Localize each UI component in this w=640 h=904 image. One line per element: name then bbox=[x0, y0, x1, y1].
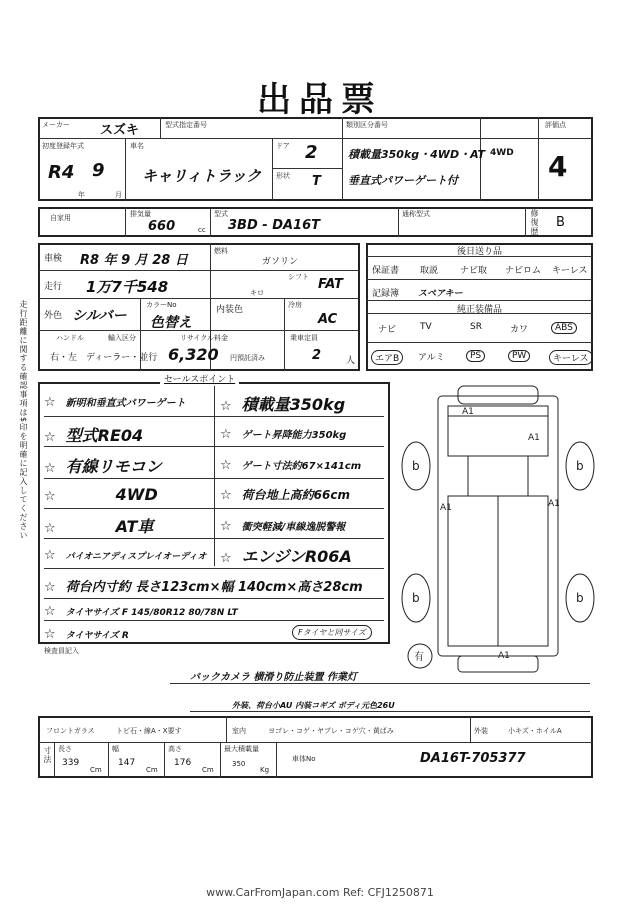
length-value: 339 bbox=[62, 758, 80, 768]
front-bumper bbox=[458, 386, 538, 404]
sales-point-right bbox=[220, 457, 361, 473]
sales-point-right bbox=[220, 426, 346, 442]
tire-rear bbox=[44, 627, 129, 642]
height-unit: Cm bbox=[202, 766, 214, 774]
star-icon: ☆ bbox=[220, 458, 232, 473]
year-value: 9 bbox=[92, 160, 105, 181]
sales-point-left bbox=[44, 514, 153, 537]
sales-point-right bbox=[220, 392, 345, 415]
width-unit: Cm bbox=[146, 766, 158, 774]
exterior-value: シルバー bbox=[72, 308, 127, 324]
sales-point-text: 荷台地上高約66cm bbox=[241, 488, 350, 502]
star-icon: ☆ bbox=[44, 395, 56, 410]
notes-line1: バックカメラ 横滑り防止装置 作業灯 bbox=[190, 672, 357, 683]
recycle-label: リサイクル料金 bbox=[180, 334, 229, 342]
trans-model-label: 通称型式 bbox=[402, 210, 430, 218]
import-value: ディーラー・並行 bbox=[86, 353, 158, 363]
sales-point-right bbox=[220, 544, 352, 567]
equip-tv: TV bbox=[420, 322, 432, 332]
capacity-value: 2 bbox=[312, 348, 322, 363]
star-icon: ☆ bbox=[44, 627, 56, 642]
height-value: 176 bbox=[174, 758, 192, 768]
tire-note: Fタイヤと同サイズ bbox=[292, 625, 372, 640]
cc-unit: cc bbox=[198, 226, 206, 234]
side-instruction: 走行距離に関する確認事項は$印を明確に記入してください bbox=[19, 300, 28, 541]
page-title: 出品票 bbox=[257, 80, 383, 120]
equipment-title: 純正装備品 bbox=[456, 305, 502, 315]
mark-text: b bbox=[576, 591, 584, 605]
inspection-label: 車検 bbox=[44, 254, 63, 264]
sales-point-text: エンジンR06A bbox=[241, 547, 352, 566]
km-unit: キロ bbox=[250, 289, 264, 297]
height-label: 高さ bbox=[168, 745, 182, 753]
windshield bbox=[468, 456, 528, 496]
capacity-label: 乗車定員 bbox=[290, 334, 318, 342]
grade-value: 4 bbox=[548, 150, 568, 183]
sales-point-left bbox=[44, 454, 162, 477]
model-value: 3BD - DA16T bbox=[228, 218, 321, 233]
era-value: R4 bbox=[48, 162, 75, 183]
max-load-unit: Kg bbox=[260, 766, 270, 774]
grade-label: 評価点 bbox=[545, 121, 566, 129]
color-no-value: 色替え bbox=[150, 315, 192, 331]
aftersend-item-record: 記録簿 bbox=[372, 289, 400, 299]
equip-sr: SR bbox=[470, 322, 482, 332]
handle-label: ハンドル bbox=[56, 334, 84, 342]
max-load-label: 最大積載量 bbox=[224, 745, 259, 753]
recycle-unit: 円預託済み bbox=[230, 354, 265, 362]
chassis-value: DA16T-705377 bbox=[420, 751, 526, 766]
interior-cond-value: ヨゴレ・コゲ・ヤブレ・コゲ穴・黄ばみ bbox=[268, 727, 394, 735]
vehicle-damage-diagram bbox=[398, 376, 598, 696]
sales-point-text: 型式RE04 bbox=[65, 426, 144, 445]
fuel-value: ガソリン bbox=[262, 257, 299, 267]
sales-point-text: 4WD bbox=[115, 485, 158, 504]
sales-point-right bbox=[220, 518, 345, 534]
sales-point-text: ゲート昇降能力350kg bbox=[241, 430, 347, 441]
aftersend-item-warranty: 保証書 bbox=[372, 266, 400, 276]
tire-front bbox=[44, 604, 238, 619]
model-label: 型式 bbox=[214, 210, 228, 218]
inspection-value: R8 年 9 月 28 日 bbox=[80, 253, 188, 268]
mark-text: A1 bbox=[548, 499, 560, 509]
exterior-label: 外色 bbox=[44, 311, 63, 321]
aftersend-item-navi: ナビ取 bbox=[460, 266, 488, 276]
fuel-label: 燃料 bbox=[214, 247, 228, 255]
repair-label: 修復歴 bbox=[530, 209, 539, 236]
year-unit: 年 bbox=[78, 191, 85, 199]
shift-value: FAT bbox=[318, 277, 343, 292]
spec-line1: 積載量350kg・4WD・AT bbox=[348, 148, 486, 161]
name-label: 車名 bbox=[130, 142, 144, 150]
interior-label: 内装色 bbox=[216, 305, 244, 315]
displacement-value: 660 bbox=[148, 219, 176, 234]
sales-point-text: タイヤサイズ R bbox=[65, 631, 129, 641]
first-reg-label: 初度登録年式 bbox=[42, 142, 84, 150]
maker-label: メーカー bbox=[42, 121, 70, 129]
footer-ref: www.CarFromJapan.com Ref: CFJ1250871 bbox=[206, 886, 434, 899]
sales-point-left bbox=[44, 548, 207, 563]
star-icon: ☆ bbox=[44, 461, 56, 476]
sales-point-text: 新明和垂直式パワーゲート bbox=[65, 398, 186, 409]
equip-alloy: アルミ bbox=[418, 353, 445, 363]
handle-value: 右・左 bbox=[50, 353, 78, 363]
aftersend-title: 後日送り品 bbox=[456, 247, 502, 257]
max-load-value: 350 bbox=[232, 760, 246, 768]
exterior-cond-value: 小キズ・ホイルA bbox=[508, 727, 562, 735]
star-icon: ☆ bbox=[44, 430, 56, 445]
windshield-label: フロントガラス bbox=[46, 727, 95, 735]
star-icon: ☆ bbox=[44, 604, 56, 619]
star-icon: ☆ bbox=[220, 551, 232, 566]
sales-point-text: 衝突軽減/車線逸脱警報 bbox=[241, 522, 346, 533]
star-icon: ☆ bbox=[220, 488, 232, 503]
mileage-value: 1万7千548 bbox=[86, 278, 169, 296]
month-unit: 月 bbox=[115, 191, 122, 199]
length-label: 長さ bbox=[58, 745, 72, 753]
sales-point-text: 積載量350kg bbox=[241, 395, 346, 414]
equip-navi: ナビ bbox=[378, 325, 397, 335]
drive-tag: 4WD bbox=[490, 148, 514, 158]
aftersend-item-navirom: ナビロム bbox=[505, 266, 542, 276]
mark-text: b bbox=[412, 591, 420, 605]
sales-point-text: 荷台内寸約 長さ123cm×幅 140cm×高さ28cm bbox=[65, 580, 363, 595]
cargo-dimensions bbox=[44, 576, 363, 595]
windshield-value: トビ石・線A・X要す bbox=[116, 727, 182, 735]
ac-label: 冷房 bbox=[288, 301, 302, 309]
equip-ps: PS bbox=[466, 350, 485, 362]
sales-points-title: セールスポイント bbox=[160, 372, 239, 385]
car-name: キャリィトラック bbox=[142, 167, 262, 185]
star-icon: ☆ bbox=[220, 519, 232, 534]
equip-leather: カワ bbox=[510, 325, 529, 335]
sales-point-text: タイヤサイズ F 145/80R12 80/78N LT bbox=[65, 608, 238, 618]
color-no-label: カラーNo bbox=[146, 301, 177, 309]
width-label: 幅 bbox=[112, 745, 119, 753]
notes-line2: 外装、荷台小AU 内装コギズ ボディ元色26U bbox=[232, 701, 395, 710]
recycle-value: 6,320 bbox=[168, 345, 219, 364]
repair-value: B bbox=[556, 215, 565, 230]
mark-text: 有 bbox=[414, 652, 424, 663]
mileage-label: 走行 bbox=[44, 282, 63, 292]
aftersend-item-sparekey: スペアキー bbox=[418, 289, 463, 299]
interior-cond-label: 室内 bbox=[232, 727, 246, 735]
import-label: 輸入区分 bbox=[108, 334, 136, 342]
sales-point-text: パイオニアディスプレイオーディオ bbox=[65, 552, 207, 562]
star-icon: ☆ bbox=[220, 399, 232, 414]
equip-pw: PW bbox=[508, 350, 530, 362]
mark-text: b bbox=[576, 459, 584, 473]
star-icon: ☆ bbox=[220, 427, 232, 442]
mark-text: b bbox=[412, 459, 420, 473]
size-label: 寸法 bbox=[43, 746, 52, 764]
shift-label: シフト bbox=[288, 273, 309, 281]
shape-value: T bbox=[312, 174, 321, 189]
inspector-label: 検査員記入 bbox=[44, 647, 79, 655]
door-label: ドア bbox=[276, 142, 290, 150]
spec-line2: 垂直式パワーゲート付 bbox=[348, 174, 458, 187]
equip-keyless: キーレス bbox=[549, 350, 593, 365]
sales-point-text: AT車 bbox=[115, 517, 154, 536]
sales-point-left bbox=[44, 485, 158, 504]
chassis-label: 車体No bbox=[292, 755, 316, 763]
equip-abs: ABS bbox=[551, 322, 577, 334]
category-label: 類別区分番号 bbox=[346, 121, 388, 129]
sales-point-left bbox=[44, 423, 143, 446]
capacity-unit: 人 bbox=[346, 356, 356, 366]
ac-value: AC bbox=[318, 312, 338, 327]
width-value: 147 bbox=[118, 758, 136, 768]
aftersend-item-manual: 取説 bbox=[420, 266, 439, 276]
mark-text: A1 bbox=[498, 651, 510, 661]
use-label: 自家用 bbox=[50, 214, 71, 222]
sales-point-left bbox=[44, 394, 186, 410]
exterior-cond-label: 外装 bbox=[474, 727, 488, 735]
doors-value: 2 bbox=[305, 142, 318, 163]
length-unit: Cm bbox=[90, 766, 102, 774]
equip-airbag: エアB bbox=[371, 350, 403, 365]
sales-point-text: ゲート寸法約67×141cm bbox=[241, 461, 362, 472]
shape-label: 形状 bbox=[276, 172, 290, 180]
mark-text: A1 bbox=[440, 503, 452, 513]
maker-value: スズキ bbox=[100, 123, 140, 138]
mark-text: A1 bbox=[528, 433, 540, 443]
sales-point-text: 有線リモコン bbox=[65, 457, 162, 476]
aftersend-item-keyless: キーレス bbox=[552, 266, 588, 276]
star-icon: ☆ bbox=[44, 521, 56, 536]
type-designation-label: 型式指定番号 bbox=[165, 121, 207, 129]
star-icon: ☆ bbox=[44, 548, 56, 563]
mark-text: A1 bbox=[462, 407, 474, 417]
star-icon: ☆ bbox=[44, 580, 56, 595]
sales-point-right bbox=[220, 486, 350, 503]
star-icon: ☆ bbox=[44, 489, 56, 504]
displacement-label: 排気量 bbox=[130, 210, 151, 218]
